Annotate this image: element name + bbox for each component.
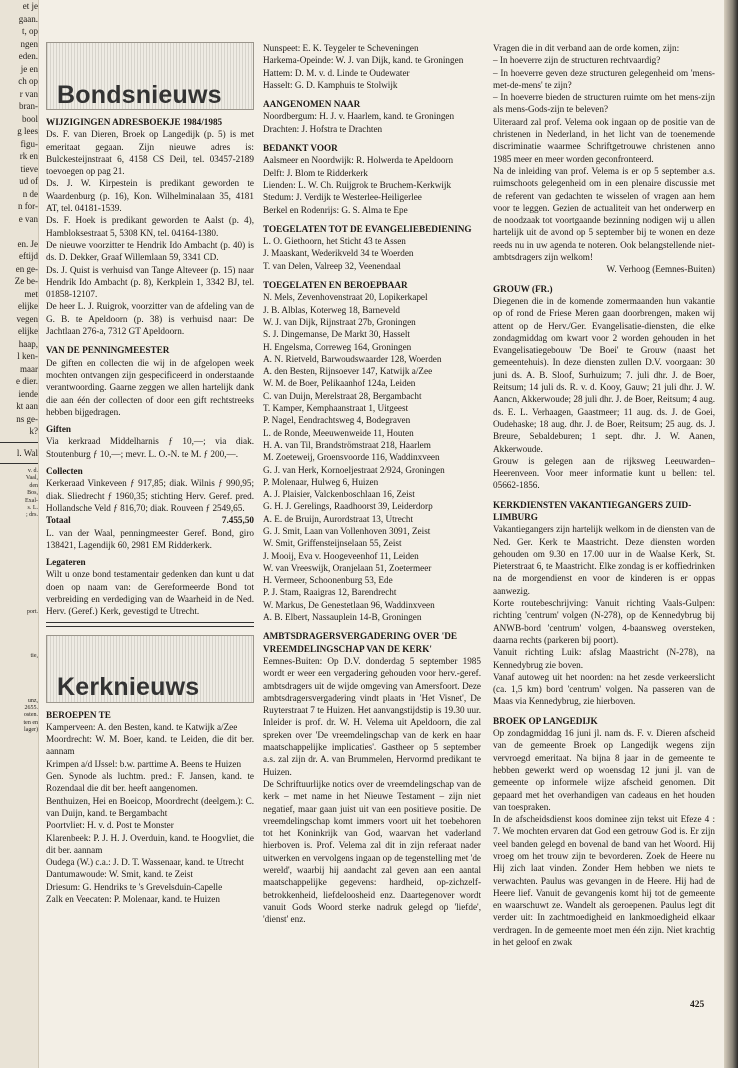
gutter-line <box>0 638 39 645</box>
gutter-line: Vaal, <box>25 475 38 482</box>
gutter-line: en. Je <box>17 238 38 249</box>
column-2 <box>263 42 481 925</box>
gutter-line <box>0 535 39 542</box>
list-item: Nunspeet: E. K. Teygeler te Scheveningen <box>263 43 419 53</box>
list-item: H. A. van Til, Brandströmstraat 218, Haarlem <box>263 439 431 450</box>
list-item: J. B. Alblas, Koterweg 18, Barneveld <box>263 304 401 315</box>
list-item: J. Mooij, Eva v. Hoogeveenhof 11, Leiden <box>263 550 419 561</box>
paragraph: Vanaf autoweg uit het noorden: na het zesde verkeerslicht (ca. 1,5 km) bord 'centrum' volgen. Na passeren van de Maas via Kennedybrug, zie hierboven. <box>493 671 715 707</box>
gutter-line: n for- <box>17 201 38 211</box>
list-item: P. J. Stam, Raaigras 12, Barendrecht <box>263 587 397 598</box>
gutter-line: bran- <box>19 101 38 111</box>
toegelaten-evangeliebediening-list <box>263 235 481 272</box>
list-item: N. Mels, Zevenhovenstraat 20, Lopikerkapel <box>263 292 428 303</box>
beroepen-continued <box>263 42 481 91</box>
paragraph: Uiteraard zal prof. Velema ook ingaan op de positie van de christenen in Nederland, in het licht van de toenemende discriminatie waarmee Schriftgetrouwe christenen anno 1985 meer en meer worden geconfronteerd. <box>493 116 715 164</box>
list-item: Klarenbeek: P. J. H. J. Overduin, kand. te Hoogvliet, die dit ber. aannam <box>46 832 254 855</box>
beroepen-list <box>46 721 254 905</box>
paragraph: In de afscheidsdienst koos dominee zijn tekst uit Efeze 4 : 7. We mochten ervaren dat God een getrouw God is. Er zijn veel banden gelegd en bovenal de band van het Woord. Hij vroeg om het trouw zijn te bevorderen. Zoek de Heere nu Hij zich laat vinden. Zonder Hem hebben we niets te verwachten. Paulus was gevangen in de Heere. Hij had de Heere lief. Vanuit de gevangenis komt hij tot de gemeente en waarschuwt ze. Wandelt als geroepenen. Paulus legt dit verder uit: In zachtmoedigheid en lankmoedigheid elkaar verdragen. In de gemeente moet men één zijn. Niet krachtig in het geloof en zwak <box>493 814 715 948</box>
heading-penningmeester: VAN DE PENNINGMEESTER <box>46 345 170 356</box>
gutter-upper-text <box>0 0 38 438</box>
section-title: Bondsnieuws <box>57 80 222 109</box>
gutter-lower-text <box>0 468 38 735</box>
section-divider <box>46 622 254 627</box>
questions-intro: Vragen die in dit verband aan de orde komen, zijn: <box>493 43 680 53</box>
list-item: Poortvliet: H. v. d. Post te Monster <box>46 820 174 831</box>
paragraph: Vakantiegangers zijn hartelijk welkom in de diensten van de Ned. Ger. Kerk te Maastricht. Deze diensten worden gehouden om 9.30 en 17.00 uur in de Waalse Kerk, St. Pieterstraat 6, te Maastricht. Elke zondag is er koffiedrinken na de morgendienst en voor de kinderen is er oppas aanwezig. <box>493 524 715 596</box>
list-item: – In hoeverre zijn de structuren rechtvaardig? <box>493 55 661 66</box>
list-item: Moordrecht: W. M. Boer, kand. te Leiden, die dit ber. aannam <box>46 734 254 757</box>
list-item: H. Engelsma, Correweg 164, Groningen <box>263 341 412 352</box>
paragraph: De heer L. J. Ruigrok, voorzitter van de afdeling van de G. B. te Apeldoorn (p. 38) is verhuisd naar: De Jachtlaan 276-a, 7312 GT Apeldoorn. <box>46 301 254 337</box>
bedankt-list <box>263 154 481 215</box>
paragraph: Ds. F. van Dieren, Broek op Langedijk (p. 5) is met emeritaat gegaan. Zijn nieuwe adres is: Bulckesteijnstraat 6, 4158 CS Deil, tel. 03457-2189 toevoegen op pag 21. <box>46 129 254 177</box>
gutter-line: kt aan <box>16 401 38 411</box>
collecten-text: Kerkeraad Vinkeveen ƒ 917,85; diak. Wilnis ƒ 990,95; diak. Sliedrecht ƒ 1960,35; stichting Herv. Geref. pred. Hollandsche Veld ƒ 816,70; diak. Rouveen ƒ 2549,65. <box>46 478 254 513</box>
paragraph: Korte routebeschrijving: Vanuit richting Vaals-Gulpen: richting 'centrum' volgen (N-278), op de Kennedybrug bij ANWB-bord 'centrum' volgen, 4-baansweg oversteken, daarna rechts (parkeren bij poort). <box>493 598 715 645</box>
grouw-body <box>493 295 715 492</box>
paragraph: De Schriftuurlijke notics over de vreemdelingschap van de kerk – met name in het Nieuwe Testament – zijn niet negatief, maar gaan juist uit van een positieve positie. De vreemdelingschap komt immers voort uit het toebehoren tot het Koninkrijk van God, waarvan het vaderland hierboven is. Prof. Velema zal dit in zijn referaat nader uitwerken en vervolgens ingaan op de tegenstelling met 'de wereld', waarbij hij aandacht zal geven aan een aantal maatschappelijke gegevens: hardheid, op-zichzelf-betrokkenheid, liefdeloosheid enz. Daartegenover wordt vanuit Gods Woord sterke nadruk gelegd op 'liefde', 'dienst' enz. <box>263 778 481 925</box>
gutter-line <box>0 527 39 534</box>
gutter-divider <box>0 463 38 464</box>
list-item: W. van Vreeswijk, Oranjelaan 51, Zoetermeer <box>263 562 432 573</box>
gutter-line: iende <box>18 388 38 399</box>
gutter-line: ten en <box>23 719 38 726</box>
list-item: G. J. van Herk, Kornoeljestraat 2/924, Groningen <box>263 464 445 475</box>
gutter-line: ns ge- <box>16 413 38 424</box>
broek-op-langedijk-body <box>493 727 715 948</box>
list-item: G. J. Smit, Laan van Vollenhoven 3091, Zeist <box>263 525 431 536</box>
list-item: Kamperveen: A. den Besten, kand. te Katwijk a/Zee <box>46 721 238 732</box>
gutter-line <box>0 594 39 601</box>
list-item: – In hoeverre geven deze structuren gelegenheid om 'mens-met-de-mens' te zijn? <box>493 67 715 90</box>
gutter-line <box>0 564 39 571</box>
list-item: T. Kamper, Kemphaanstraat 1, Uitgeest <box>263 403 409 414</box>
list-item: Lienden: L. W. Ch. Ruijgrok te Bruchem-Kerkwijk <box>263 179 452 190</box>
list-item: Gen. Synode als luchtm. pred.: F. Jansen, kand. te Rozendaal die dit ber. heeft aangenomen. <box>46 771 254 794</box>
list-item: P. Molenaar, Hulweg 6, Huizen <box>263 476 379 487</box>
paragraph: De nieuwe voorzitter te Hendrik Ido Ambacht (p. 40) is ds. D. Dekker, Graaf Willemlaan 59, 3341 CD. <box>46 239 254 263</box>
list-item: J. Maaskant, Wederikveld 34 te Woerden <box>263 248 414 259</box>
gutter-line: Bos, <box>27 490 38 497</box>
gutter-line: eden. <box>18 51 38 61</box>
kerknieuws-banner <box>46 635 254 703</box>
totaal-value: 7.455,50 <box>221 515 254 526</box>
gutter-line <box>0 661 39 668</box>
list-item: Harkema-Opeinde: W. J. van Dijk, kand. te Groningen <box>263 55 464 66</box>
paragraph: Ds. J. Quist is verhuisd van Tange Alteveer (p. 15) naar Hendrik Ido Ambacht (p. 8), Kerkplein 1, 3342 BJ, tel. 01858-12107. <box>46 264 254 300</box>
paragraph: Eemnes-Buiten: Op D.V. donderdag 5 september 1985 wordt er weer een vergadering gehouden voor herv.-geref. ambtsdragers uit de wijde omgeving van Amersfoort. Deze ambtsdragersvergadering vindt plaats in 'Het Visnet', De Ruyterstraat 7 te Huizen. Het aanvangstijdstip is 19.30 uur. Inleider is prof. dr. W. H. Velema uit Apeldoorn, die zal spreken over 'De vreemdelingschap van de kerk en haar maatschappelijke implicaties'. Gastheer op 5 september a.s. zal zijn dr. A. van Brummelen, Hervormd predikant te Huizen. <box>263 655 481 777</box>
aangenomen-list <box>263 110 481 135</box>
gutter-line: unz, <box>27 697 38 704</box>
gutter-line <box>0 624 39 631</box>
bondsnieuws-banner <box>46 42 254 110</box>
gutter-line <box>0 690 39 697</box>
paragraph: Op zondagmiddag 16 juni jl. nam ds. F. v. Dieren afscheid van de gemeente Broek op Langedijk wegens zijn vervroegd emeritaat. Na bijna 8 jaar in de gemeente te hebben gewerkt werd op woensdag 12 juni jl. van de gemeente op informele wijze afscheid genomen. Dit gepaard met het overhandigen van cadeaus en het houden van toespraken. <box>493 728 715 812</box>
gutter-line: en ge- <box>15 263 38 274</box>
paragraph: Vanuit richting Luik: afslag Maastricht (N-278), na Kennedybrug zie boven. <box>493 647 715 670</box>
gutter-line: ud of <box>19 176 38 186</box>
heading-adresboekje: WIJZIGINGEN ADRESBOEKJE 1984/1985 <box>46 117 223 127</box>
zuid-limburg-body <box>493 523 715 707</box>
gutter-line: gaan. <box>18 13 38 24</box>
previous-page-strip <box>0 0 39 1068</box>
list-item: A. B. Elbert, Nassauplein 14-B, Groningen <box>263 612 422 623</box>
gutter-line: elijke <box>18 326 38 336</box>
gutter-line <box>0 616 39 623</box>
list-item: P. Nagel, Eendrachtsweg 4, Bodegraven <box>263 415 411 426</box>
list-item: W. Markus, De Genestetlaan 96, Waddinxveen <box>263 599 435 610</box>
gutter-line <box>0 579 39 586</box>
heading-legateren: Legateren <box>46 557 86 568</box>
ambts-continued-body <box>493 116 715 264</box>
gutter-line: e dier. <box>16 376 38 386</box>
gutter-line: elijke <box>18 301 38 311</box>
gutter-line <box>0 572 39 579</box>
heading-zuid-limburg: KERKDIENSTEN VAKANTIEGANGERS ZUID-LIMBURG <box>493 499 692 522</box>
paragraph: Ds. J. W. Kirpestein is predikant geworden te Waardenburg (p. 16), Kon. Wilhelminalaan 35, 4181 AT, tel. 04181-1539. <box>46 178 254 214</box>
giften-text: Via kerkraad Middelharnis ƒ 10,—; via diak. Stoutenburg ƒ 10,—; mevr. L. O.-N. te M. ƒ 200,—. <box>46 436 254 459</box>
gutter-line: v. d. <box>27 468 38 474</box>
gutter-line <box>0 557 39 564</box>
gutter-line <box>0 668 39 675</box>
gutter-line <box>0 601 39 608</box>
gutter-line: Exal- <box>25 497 38 504</box>
gutter-line: Ze be- <box>14 276 38 286</box>
heading-bedankt: BEDANKT VOOR <box>263 143 338 154</box>
questions-list <box>493 54 715 115</box>
list-item: Dantumawoude: W. Smit, kand. te Zeist <box>46 869 193 880</box>
list-item: Oudega (W.) c.a.: J. D. T. Wassenaar, kand. te Utrecht <box>46 857 244 868</box>
gutter-line: k? <box>29 426 38 436</box>
list-item: – In hoeverre bieden de structuren ruimte om het mens-zijn als mens-Gods-zijn te beleven? <box>493 92 715 115</box>
list-item: A. J. Plaisier, Valckenboschlaan 16, Zeist <box>263 489 415 500</box>
list-item: Aalsmeer en Noordwijk: R. Holwerda te Apeldoorn <box>263 155 454 166</box>
gutter-line: haap, <box>18 338 38 349</box>
gutter-line: tieve <box>20 163 38 174</box>
column-1 <box>46 42 254 905</box>
penningmeester-signature: L. van der Waal, penningmeester Geref. Bond, giro 138421, Lagendijk 60, 2981 EM Ridderkerk. <box>46 527 254 550</box>
list-item: C. van Duijn, Merelstraat 28, Bergambacht <box>263 390 422 401</box>
list-item: Berkel en Rodenrijs: G. S. Alma te Epe <box>263 204 408 215</box>
gutter-line <box>0 587 39 594</box>
list-item: Noordbergum: H. J. v. Haarlem, kand. te Groningen <box>263 111 455 122</box>
page-number: 425 <box>690 1000 705 1010</box>
gutter-line: g lees <box>17 126 38 136</box>
heading-grouw: GROUW (FR.) <box>493 283 553 294</box>
gutter-line: s. L. <box>27 505 38 512</box>
paragraph: Na de inleiding van prof. Velema is er op 5 september a.s. ruimschoots gelegenheid om in een plenaire discussie met de referent van gedachten te wisselen of vragen aan hem voor te leggen. Gezien de actualiteit van het onderwerp en de noodzaak tot voortgaande bezinning nodigen wij u allen hartelijk uit de avond op 5 september bij te wonen en deze reeds nu in uw agenda te noteren. Ook belangstellende niet-ambtsdragers zijn welkom! <box>493 165 715 263</box>
list-item: S. J. Dingemanse, De Markt 30, Hasselt <box>263 329 410 340</box>
list-item: L. O. Giethoorn, het Sticht 43 te Assen <box>263 236 406 247</box>
penningmeester-text: De giften en collecten die wij in de afgelopen week mochten ontvangen zijn gespecificeerd in onderstaande verantwoording. Gaarne zeggen we allen hartelijk dank die aan één der collecten of door een gift rechtstreeks hebben bijgedragen. <box>46 357 254 417</box>
totaal-row <box>46 514 254 526</box>
list-item: Benthuizen, Hei en Boeicop, Moordrecht (deelgem.): C. van Duijn, kand. te Bergambacht <box>46 795 254 818</box>
gutter-line: l ken- <box>17 351 38 361</box>
gutter-line: bool <box>21 113 38 124</box>
book-spine-shadow <box>724 0 738 1068</box>
gutter-line: lager) <box>24 727 38 734</box>
gutter-line <box>0 542 39 549</box>
gutter-line: ; drs. <box>26 512 38 519</box>
list-item: M. Zoeteweij, Groensvoorde 116, Waddinxveen <box>263 452 440 463</box>
gutter-line: rk en <box>19 151 38 161</box>
heading-toegelaten-evangeliebediening: TOEGELATEN TOT DE EVANGELIEBEDIENING <box>263 223 472 234</box>
list-item: Stedum: J. Verdijk te Westerlee-Heiligerlee <box>263 192 422 203</box>
column-3 <box>493 42 715 948</box>
list-item: W. M. de Boer, Pelikaanhof 124a, Leiden <box>263 378 416 389</box>
gutter-line: je en <box>20 63 38 74</box>
list-item: A. den Besten, Rijnsoever 147, Katwijk a/Zee <box>263 366 433 377</box>
gutter-signature: l. Wal <box>16 447 38 458</box>
paragraph: Ds. F. Hoek is predikant geworden te Aalst (p. 4), Hambloksestraat 5, 5308 KN, tel. 04164-1380. <box>46 215 254 238</box>
gutter-divider <box>0 442 38 443</box>
gutter-line: eftijd <box>19 251 38 261</box>
list-item: Krimpen a/d IJssel: b.w. parttime A. Beens te Huizen <box>46 758 242 769</box>
heading-giften: Giften <box>46 424 72 435</box>
ambtsdragersvergadering-body <box>263 655 481 926</box>
beroepbaar-list <box>263 291 481 623</box>
list-item: W. J. van Dijk, Rijnstraat 27b, Groningen <box>263 316 416 327</box>
list-item: Delft: J. Blom te Ridderkerk <box>263 167 368 178</box>
gutter-line: figu- <box>20 138 38 149</box>
gutter-line <box>0 675 39 682</box>
list-item: Driesum: G. Hendriks te 's Grevelsduin-Capelle <box>46 881 223 892</box>
gutter-line: tie, <box>30 653 38 660</box>
gutter-line: maar <box>20 363 38 374</box>
heading-ambtsdragersvergadering: AMBTSDRAGERSVERGADERING OVER 'DE VREEMDELINGSCHAP VAN DE KERK' <box>263 631 457 654</box>
list-item: T. van Delen, Valreep 32, Veenendaal <box>263 260 401 271</box>
gutter-line <box>0 646 39 653</box>
gutter-line: ngen <box>20 38 38 49</box>
list-item: Drachten: J. Hofstra te Drachten <box>263 123 383 134</box>
gutter-line: osten. <box>23 712 38 719</box>
list-item: A. N. Rietveld, Barwoudswaarder 128, Woerden <box>263 353 442 364</box>
adresboekje-body <box>46 128 254 337</box>
gutter-line: den <box>29 482 38 489</box>
paragraph: Grouw is gelegen aan de rijksweg Leeuwarden–Heerenveen. Voor meer informatie kunt u bellen: tel. 05662-1856. <box>493 455 715 491</box>
gutter-line: met <box>24 288 38 299</box>
list-item: A. E. de Bruijn, Aurordstraat 13, Utrecht <box>263 513 414 524</box>
gutter-line: ch op <box>18 76 38 86</box>
gutter-line <box>0 549 39 556</box>
gutter-line <box>0 631 39 638</box>
gutter-line: r van <box>19 88 38 99</box>
gutter-line: port. <box>26 608 38 615</box>
list-item: Hattem: D. M. v. d. Linde te Oudewater <box>263 67 410 78</box>
list-item: L. de Ronde, Meeuwenweide 11, Houten <box>263 427 414 438</box>
verhoog-signature: W. Verhoog (Eemnes-Buiten) <box>606 264 715 275</box>
paragraph: Diegenen die in de komende zomermaanden hun vakantie op of rond de Friese Meren gaan doorbrengen, maken wij attent op de Herv./Ger. Evangelisatie-diensten, die elke zondagmiddag om kwart voor 2 worden gehouden in het Evangelisatiegebouw 'De Boei' te Grouw (naast het gemeentehuis). In deze diensten zullen D.V. voorgaan: 30 juni ds. A. B. Sloof, Surhuizum; 7. juli dhr. J. de Boer, Reitsum; 14 juli ds. R. v. d. Kooy, Gauw; 21 juli dhr. J. W. Aancn, Akkerwoude; 28 juli dhr. J. de Boer, Reitsum; 4 aug. ds. E. L. Verhaagen, Gaastmeer; 11 aug. ds. J. de Goei, Oudehaske; 18 aug. dhr. J. de Boer, Reitsum; 25 aug. ds. J. Breure, Sebaldeburen; 1 sept. dhr. J. W. Aanen, Akkerwoude. <box>493 295 715 454</box>
gutter-line: et je <box>22 1 38 11</box>
list-item: Hasselt: G. D. Kamphuis te Stolwijk <box>263 79 398 90</box>
gutter-line <box>0 225 39 238</box>
heading-collecten: Collecten <box>46 466 83 477</box>
totaal-label: Totaal <box>46 515 71 526</box>
legateren-text: Wilt u onze bond testamentair gedenken dan kunt u dat doen op naam van: de Gereformeerde Bond tot verbreiding en verdediging van de Waarheid in de Ned. Herv. (Geref.) Kerk, gevestigd te Utrecht. <box>46 569 254 617</box>
gutter-line: n de <box>22 188 38 199</box>
list-item: Zalk en Veecaten: P. Molenaar, kand. te Huizen <box>46 894 220 905</box>
gutter-line <box>0 683 39 690</box>
heading-aangenomen: AANGENOMEN NAAR <box>263 99 361 110</box>
section-title: Kerknieuws <box>57 673 200 702</box>
gutter-line: 2655. <box>24 705 38 711</box>
gutter-line <box>0 520 39 527</box>
gutter-line: e van <box>18 213 38 224</box>
heading-toegelaten-beroepbaar: TOEGELATEN EN BEROEPBAAR <box>263 280 408 291</box>
gutter-line: vegen <box>16 313 38 324</box>
heading-broek-op-langedijk: BROEK OP LANGEDIJK <box>493 715 598 726</box>
heading-beroepen: BEROEPEN TE <box>46 709 111 720</box>
gutter-line: t, op <box>21 26 38 36</box>
list-item: H. Vermeer, Schoonenburg 53, Ede <box>263 575 393 586</box>
list-item: G. H. J. Gerelings, Raadhoorst 39, Leiderdorp <box>263 501 433 512</box>
list-item: W. Smit, Griffensteijnselaan 55, Zeist <box>263 538 402 549</box>
